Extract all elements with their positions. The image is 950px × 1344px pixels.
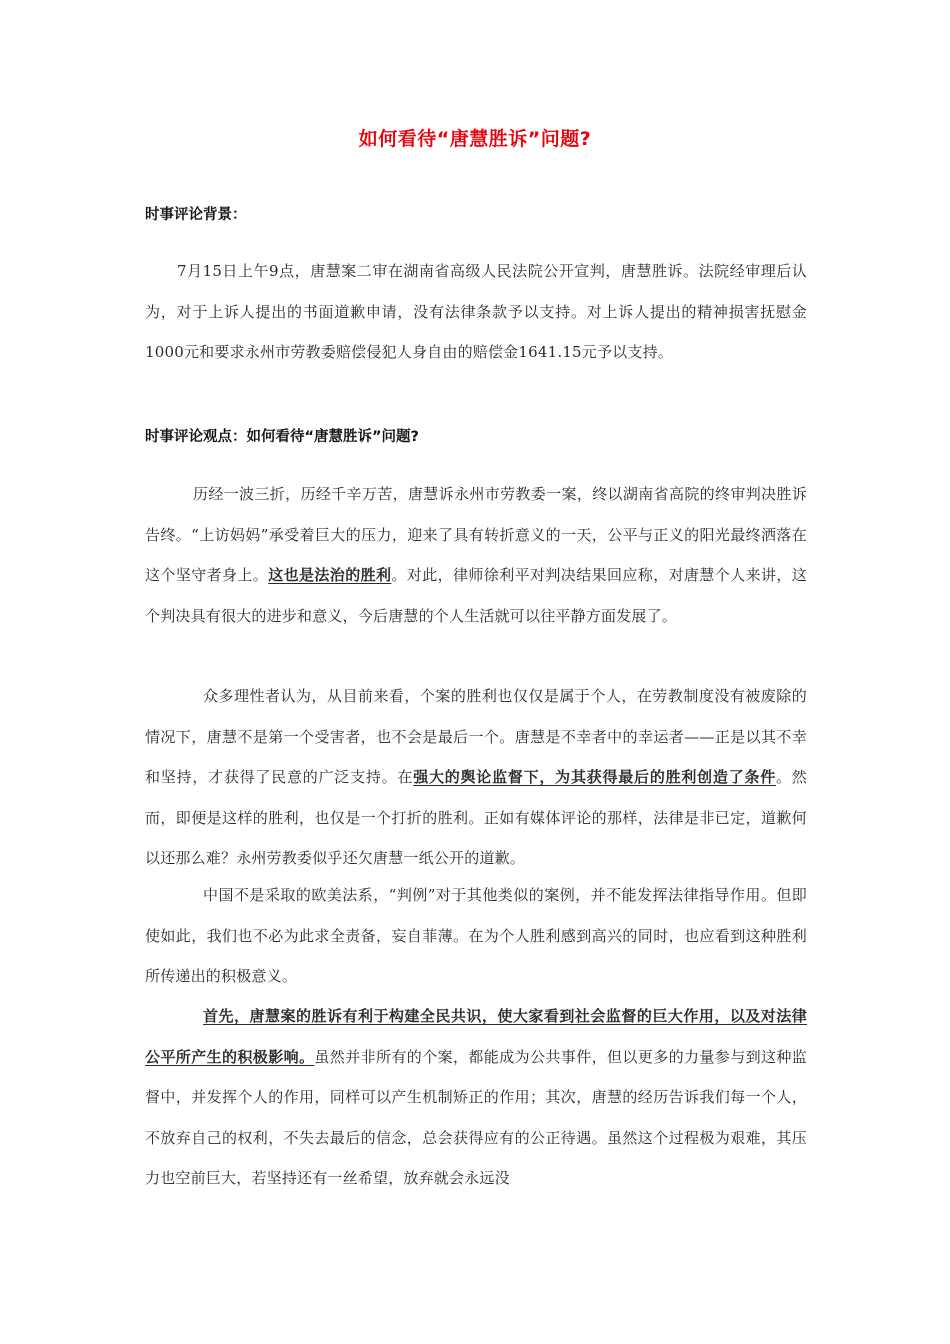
viewpoint-heading: 时事评论观点：如何看待“唐慧胜诉”问题?: [145, 429, 419, 445]
paragraph-2-emphasis: 强大的舆论监督下，为其获得最后的胜利创造了条件: [413, 768, 777, 786]
paragraph-1: [145, 474, 807, 636]
paragraph-2: [145, 676, 807, 879]
paragraph-1-text-a: 历经一波三折，历经千辛万苦，唐慧诉永州市劳教委一案，终以湖南省高院的终审判决胜诉告终。“上访妈妈”承受着巨大的压力，迎来了具有转折意义的一天，公平与正义的阳光最终洒落在这个坚守者身上。: [145, 485, 807, 584]
document-title: 如何看待“唐慧胜诉”问题?: [358, 128, 592, 150]
background-paragraph: 7月15日上午9点，唐慧案二审在湖南省高级人民法院公开宣判，唐慧胜诉。法院经审理后认为，对于上诉人提出的书面道歉申请，没有法律条款予以支持。对上诉人提出的精神损害抚慰金1000元和要求永州市劳教委赔偿侵犯人身自由的赔偿金1641.15元予以支持。: [145, 262, 807, 361]
background-heading: 时事评论背景：: [145, 207, 247, 223]
paragraph-4-text: 虽然并非所有的个案，都能成为公共事件，但以更多的力量参与到这种监督中，并发挥个人的作用，同样可以产生机制矫正的作用；其次，唐慧的经历告诉我们每一个人，不放弃自己的权利，不失去最后的信念，总会获得应有的公正待遇。虽然这个过程极为艰难，其压力也空前巨大，若坚持还有一丝希望，放弃就会永远没: [145, 1047, 808, 1187]
paragraph-2-text-b: 。然而，即便是这样的胜利，也仅是一个打折的胜利。正如有媒体评论的那样，法律是非已定，道歉何以还那么难？永州劳教委似乎还欠唐慧一纸公开的道歉。: [145, 768, 808, 867]
paragraph-4-emphasis: 首先，唐慧案的胜诉有利于构建全民共识，使大家看到社会监督的巨大作用，以及对法律公平所产生的积极影响。: [145, 1007, 807, 1066]
paragraph-4: [145, 996, 807, 1199]
paragraph-1-text-b: 。对此，律师徐利平对判决结果回应称，对唐慧个人来讲，这个判决具有很大的进步和意义，今后唐慧的个人生活就可以往平静方面发展了。: [145, 566, 807, 625]
paragraph-1-emphasis: 这也是法治的胜利: [268, 566, 392, 584]
paragraph-2-text-a: 众多理性者认为，从目前来看，个案的胜利也仅仅是属于个人，在劳教制度没有被废除的情况下，唐慧不是第一个受害者，也不会是最后一个。唐慧是不幸者中的幸运者——正是以其不幸和坚持，才获得了民意的广泛支持。在: [145, 687, 807, 786]
paragraph-3: 中国不是采取的欧美法系，“判例”对于其他类似的案例，并不能发挥法律指导作用。但即使如此，我们也不必为此求全责备，妄自菲薄。在为个人胜利感到高兴的同时，也应看到这种胜利所传递出的积极意义。: [145, 886, 807, 985]
